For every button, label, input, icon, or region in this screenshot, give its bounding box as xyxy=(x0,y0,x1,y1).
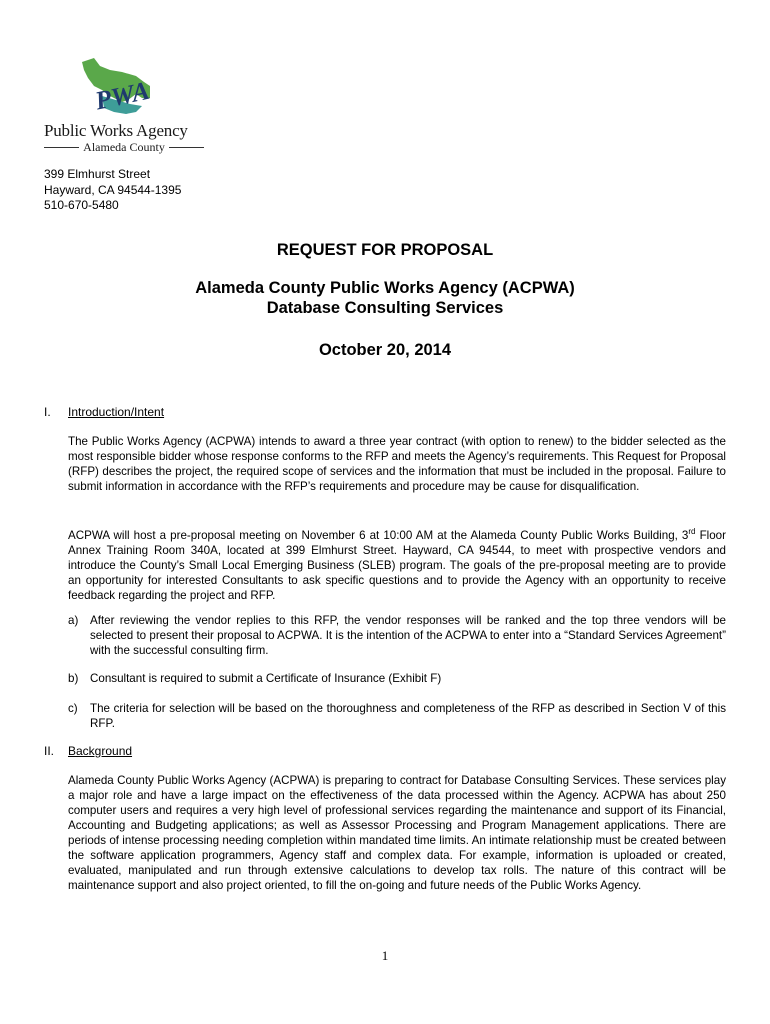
document-subtitle-services: Database Consulting Services xyxy=(266,299,504,317)
list-item-b-label: b) xyxy=(68,672,79,685)
list-item-c-label: c) xyxy=(68,702,78,715)
agency-county xyxy=(44,140,204,155)
list-item-c xyxy=(68,701,726,731)
section-1-paragraph-2 xyxy=(68,524,726,603)
list-item-a xyxy=(68,613,726,658)
section-2-number: II. xyxy=(44,744,55,758)
document-title: REQUEST FOR PROPOSAL xyxy=(276,241,494,259)
address-city: Hayward, CA 94544-1395 xyxy=(44,182,182,197)
agency-name: Public Works Agency xyxy=(44,121,188,140)
section-2-title: Background xyxy=(68,744,133,758)
address-phone: 510-670-5480 xyxy=(44,198,119,212)
para2-start: ACPWA will host a pre-proposal meeting on November 6 at 10:00 AM at the Alameda County Public Works Building, 3 xyxy=(68,528,689,542)
list-item-b-text: Consultant is required to submit a Certificate of Insurance (Exhibit F) xyxy=(90,672,442,685)
list-item-a-label: a) xyxy=(68,614,79,627)
section-1-paragraph-1: The Public Works Agency (ACPWA) intends to award a three year contract (with option to renew) to the bidder selected as the most responsible bidder whose response conforms to the RFP and meets the Agency’s requirements. This Request for Proposal (RFP) describes the project, the required scope of services and the information that must be included in the proposal. Failure to submit information in accordance with the RFP’s requirements and procedure may be cause for disqualification. xyxy=(68,435,726,493)
agency-county-text: Alameda County xyxy=(83,140,165,154)
section-1-number: I. xyxy=(44,405,51,419)
para2-end: Floor Annex Training Room 340A, located at 399 Elmhurst Street. Hayward, CA 94544, to meet with prospective vendors and introduce the County’s Small Local Emerging Business (SLEB) program. The goals of the pre-proposal meeting are to provide an opportunity for interested Consultants to ask specific questions and to provide the Agency with an opportunity to receive feedback regarding the project and RFP. xyxy=(68,528,726,602)
list-item-b xyxy=(68,671,726,686)
section-1-title: Introduction/Intent xyxy=(68,405,165,419)
page-number: 1 xyxy=(381,948,389,963)
para2-superscript: rd xyxy=(688,527,696,536)
document-date: October 20, 2014 xyxy=(318,341,452,359)
address-block xyxy=(44,167,181,214)
list-item-a-text: After reviewing the vendor replies to this RFP, the vendor responses will be ranked and the top three vendors will be selected to present their proposal to ACPWA. It is the intention of the ACPWA to enter into a “Standard Services Agreement” with the successful consulting firm. xyxy=(90,614,726,657)
address-street: 399 Elmhurst Street xyxy=(44,167,151,181)
list-item-c-text: The criteria for selection will be based on the thoroughness and completeness of the RFP as described in Section V of this RFP. xyxy=(90,702,726,730)
section-2-paragraph-1: Alameda County Public Works Agency (ACPWA) is preparing to contract for Database Consulting Services. These services play a major role and have a large impact on the effectiveness of the data processed within the Agency. ACPWA has about 250 computer users and requires a very high level of professional services regarding the maintenance and support of its Financial, Accounting and Budgeting applications; as well as Assessor Processing and Program Management applications. There are periods of intense processing needing completion within mandated time limits. An intimate relationship must be created between the software application programmers, Agency staff and complex data. For example, information is uploaded or created, evaluated, manipulated and run through extensive calculations to develop tax rolls. The nature of this contract will be maintenance support and also project oriented, to fill the on-going and future needs of the Public Works Agency. xyxy=(68,774,726,892)
logo-rule-right xyxy=(169,147,204,148)
logo-monogram: PWA xyxy=(92,75,152,116)
document-subtitle-agency: Alameda County Public Works Agency (ACPWA) xyxy=(195,279,575,297)
logo-rule-left xyxy=(44,147,79,148)
